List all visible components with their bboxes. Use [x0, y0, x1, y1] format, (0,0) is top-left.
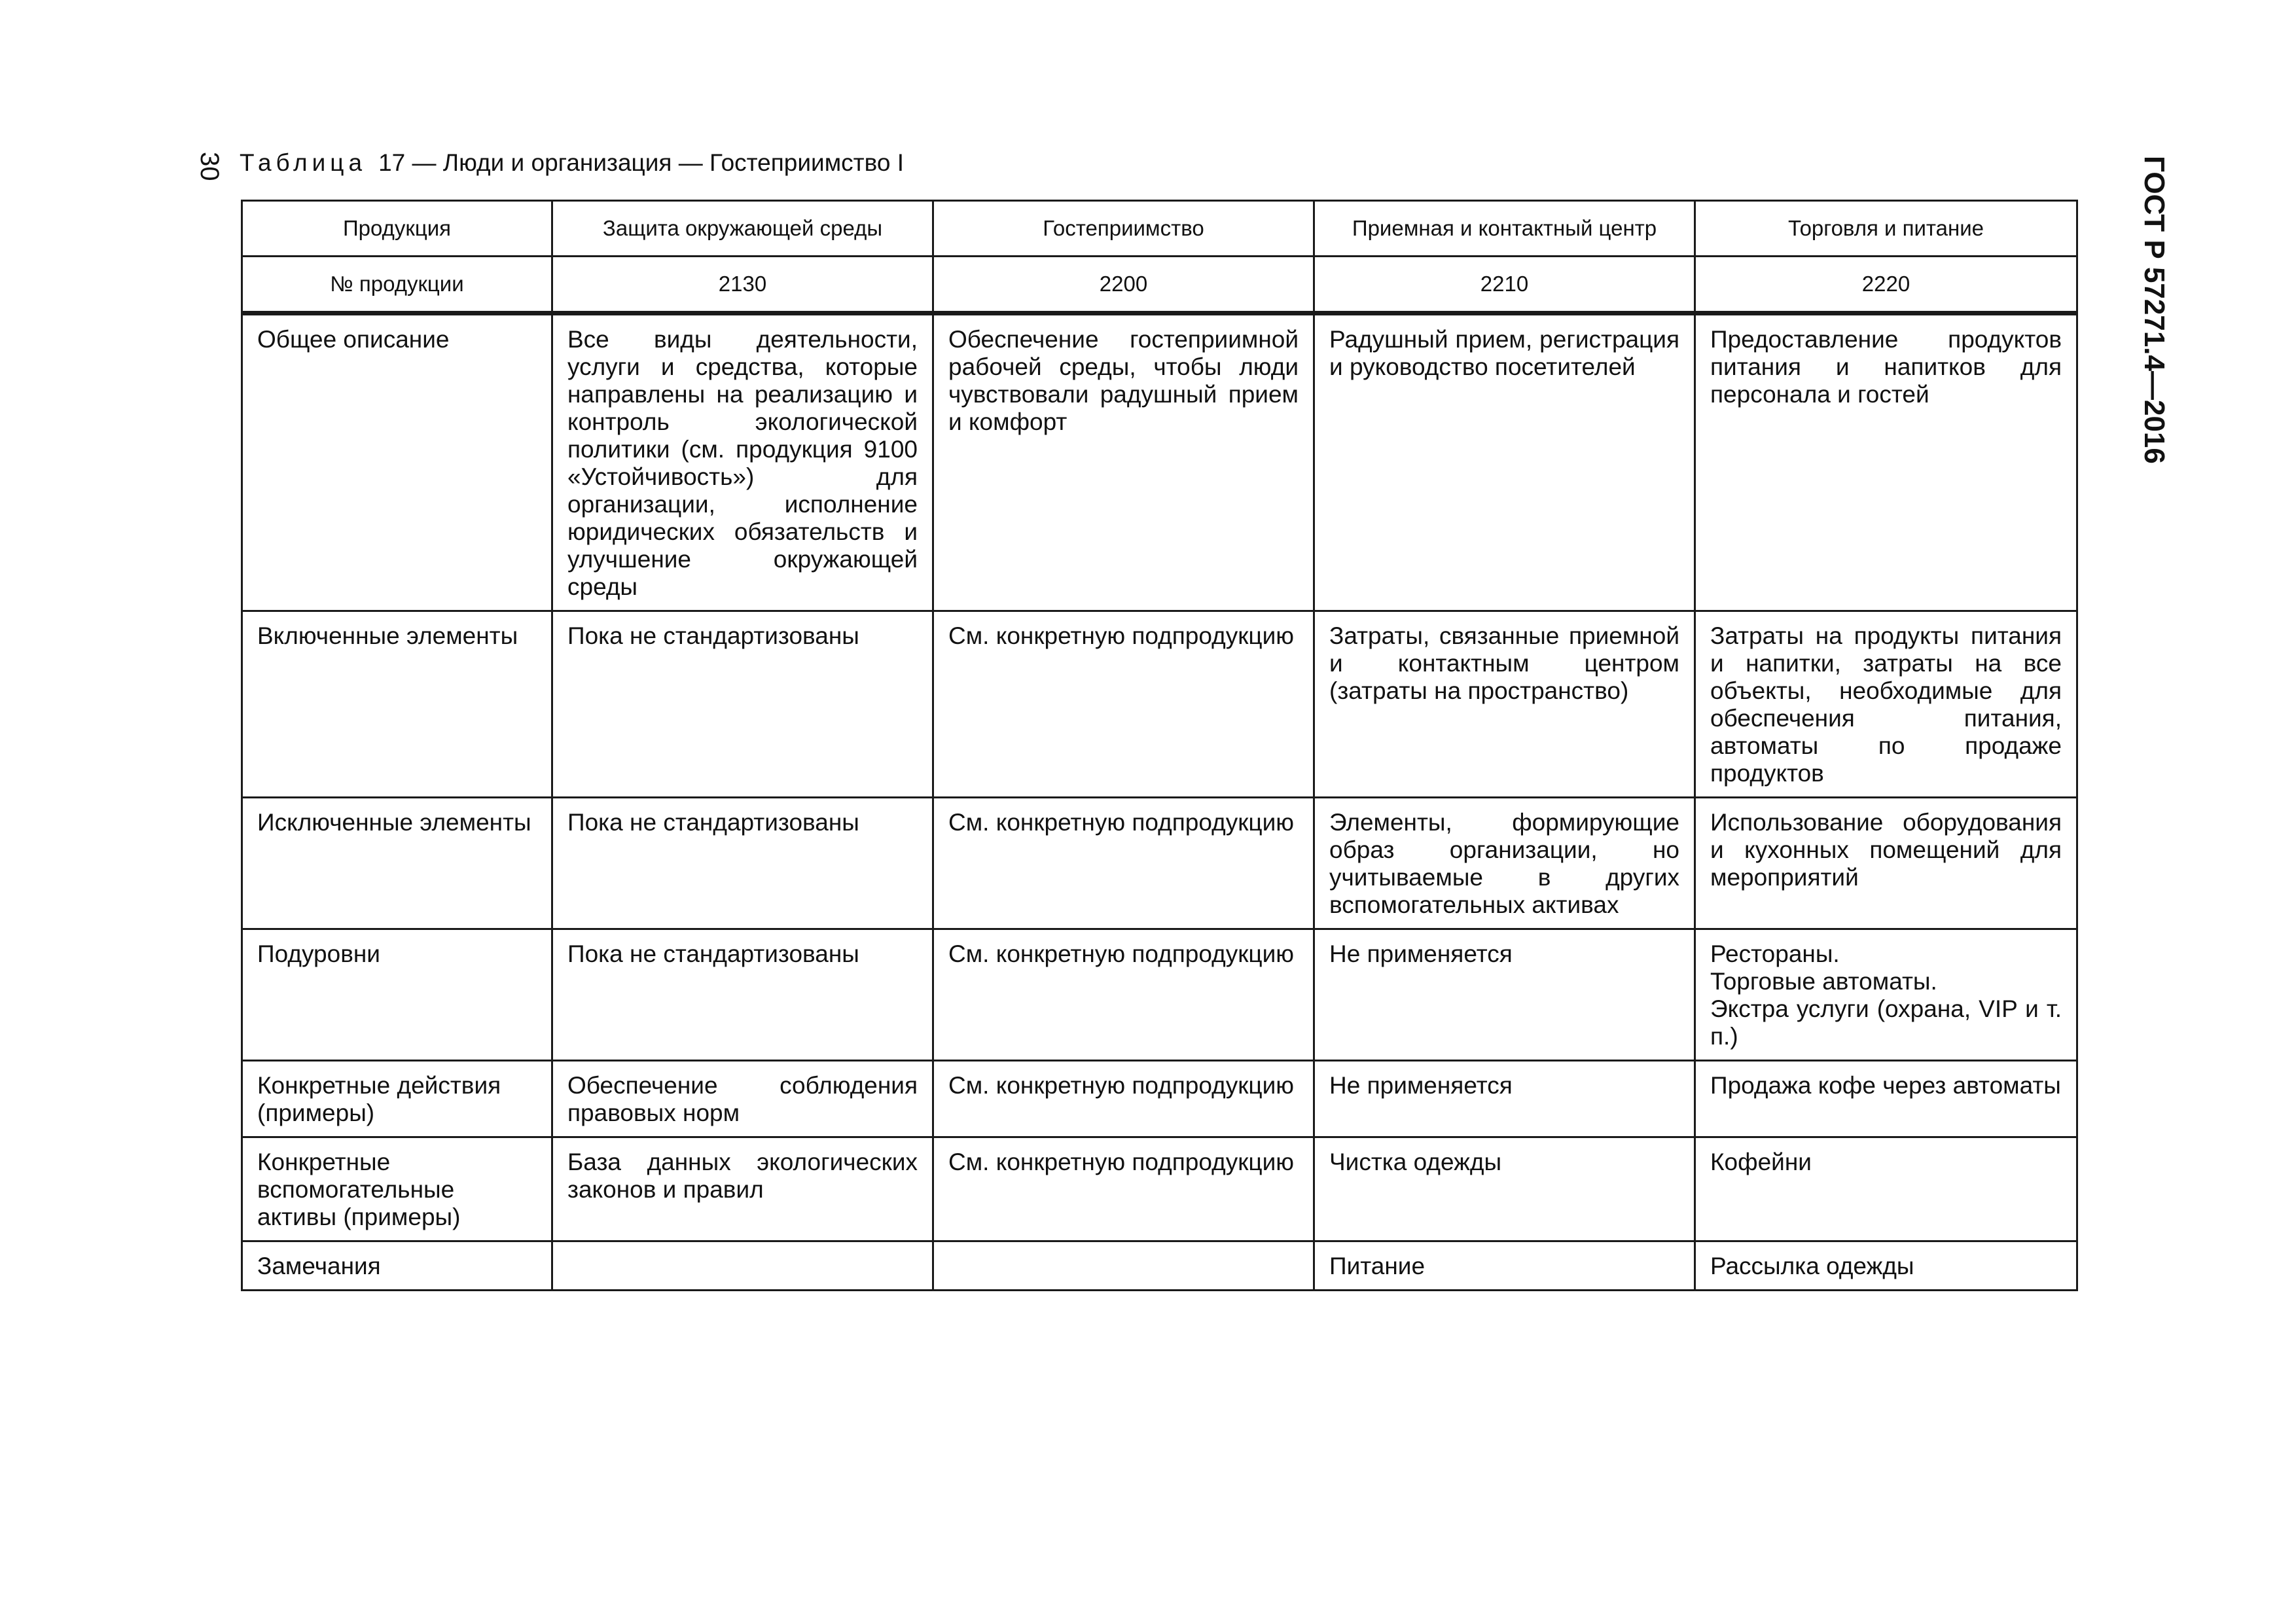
table-cell: Все виды деятельности, услуги и средства, которые направлены на реализацию и контроль экологической политики (см. продукция 9100 «Устойчивость») для организации, исполнение юридических обязательств и улучшение окружающей среды	[552, 313, 933, 611]
table-cell: Радушный прием, регистрация и руководство посетителей	[1314, 313, 1695, 611]
code-cell-label: № продукции	[242, 257, 552, 313]
table-cell: См. конкретную подпродукцию	[933, 1137, 1314, 1241]
row-label: Конкретные вспомогательные активы (примеры)	[242, 1137, 552, 1241]
row-label: Общее описание	[242, 313, 552, 611]
table-cell: Предоставление продуктов питания и напитков для персонала и гостей	[1695, 313, 2077, 611]
table-cell: См. конкретную подпродукцию	[933, 798, 1314, 929]
table-cell: Не применяется	[1314, 929, 1695, 1061]
table-cell: Кофейни	[1695, 1137, 2077, 1241]
table-row	[242, 313, 2077, 611]
header-cell-product: Продукция	[242, 201, 552, 257]
table-cell-sublevels	[1695, 929, 2077, 1061]
table-cell: База данных экологических законов и правил	[552, 1137, 933, 1241]
table-cell: Рассылка одежды	[1695, 1241, 2077, 1291]
table-row	[242, 798, 2077, 929]
table-cell: См. конкретную подпродукцию	[933, 611, 1314, 798]
table-row	[242, 1137, 2077, 1241]
table-cell: Питание	[1314, 1241, 1695, 1291]
row-label: Замечания	[242, 1241, 552, 1291]
header-cell-reception: Приемная и контактный центр	[1314, 201, 1695, 257]
table-title: 17 — Люди и организация — Гостеприимство I	[378, 149, 904, 176]
row-label: Подуровни	[242, 929, 552, 1061]
row-label: Конкретные действия (примеры)	[242, 1061, 552, 1137]
list-item: Торговые автоматы.	[1710, 968, 1937, 995]
code-cell-catering: 2220	[1695, 257, 2077, 313]
table-label: Таблица	[240, 149, 367, 176]
row-label: Включенные элементы	[242, 611, 552, 798]
code-cell-hospitality: 2200	[933, 257, 1314, 313]
table-cell: Продажа кофе через автоматы	[1695, 1061, 2077, 1137]
list-item: Рестораны.	[1710, 940, 1840, 967]
code-cell-reception: 2210	[1314, 257, 1695, 313]
table-cell	[933, 1241, 1314, 1291]
table-cell: Обеспечение гостеприимной рабочей среды, чтобы люди чувствовали радушный прием и комфорт	[933, 313, 1314, 611]
table-code-row	[242, 257, 2077, 313]
table-cell: Пока не стандартизованы	[552, 929, 933, 1061]
table-caption	[240, 149, 904, 177]
table-cell: Не применяется	[1314, 1061, 1695, 1137]
table-cell: Элементы, формирующие образ организации, но учитываемые в других вспомогательных активах	[1314, 798, 1695, 929]
table-row	[242, 1241, 2077, 1291]
products-table	[241, 200, 2078, 1291]
table-row	[242, 611, 2077, 798]
table-row	[242, 929, 2077, 1061]
table-cell: Чистка одежды	[1314, 1137, 1695, 1241]
table-cell: Обеспечение соблюдения правовых норм	[552, 1061, 933, 1137]
table-row	[242, 1061, 2077, 1137]
page-number: 30	[195, 152, 224, 181]
table-cell: См. конкретную подпродукцию	[933, 1061, 1314, 1137]
header-cell-catering: Торговля и питание	[1695, 201, 2077, 257]
table-cell: Затраты, связанные приемной и контактным центром (затраты на пространство)	[1314, 611, 1695, 798]
document-code: ГОСТ Р 57271.4—2016	[2138, 156, 2170, 464]
table-cell: См. конкретную подпродукцию	[933, 929, 1314, 1061]
list-item: Экстра услуги (охрана, VIP и т. п.)	[1710, 995, 2062, 1050]
table-cell	[552, 1241, 933, 1291]
code-cell-environment: 2130	[552, 257, 933, 313]
table-header-row	[242, 201, 2077, 257]
table-cell: Затраты на продукты питания и напитки, затраты на все объекты, необходимые для обеспечения питания, автоматы по продаже продуктов	[1695, 611, 2077, 798]
header-cell-environment: Защита окружающей среды	[552, 201, 933, 257]
row-label: Исключенные элементы	[242, 798, 552, 929]
header-cell-hospitality: Гостеприимство	[933, 201, 1314, 257]
table-cell: Пока не стандартизованы	[552, 611, 933, 798]
table-cell: Пока не стандартизованы	[552, 798, 933, 929]
table-cell: Использование оборудования и кухонных помещений для мероприятий	[1695, 798, 2077, 929]
